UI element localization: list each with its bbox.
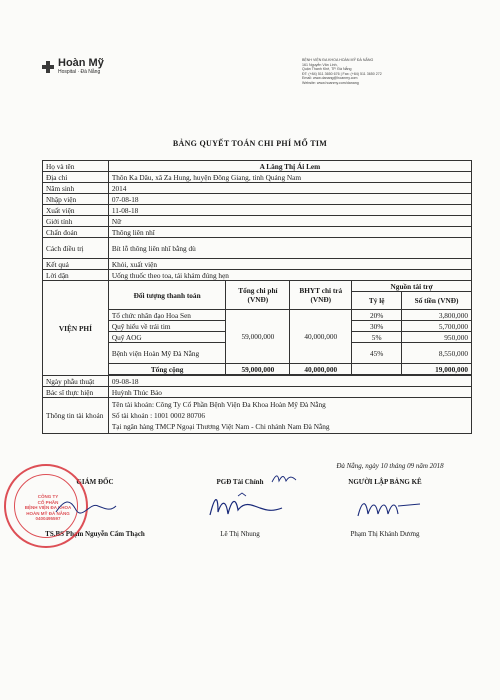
diagnosis: Thông liên nhĩ bbox=[108, 227, 471, 238]
bhyt-paid: 40,000,000 bbox=[290, 310, 352, 364]
payer-name: Tổ chức nhân đạo Hoa Sen bbox=[108, 310, 226, 321]
payer-ratio: 45% bbox=[352, 343, 402, 364]
preparer-role: NGƯỜI LẬP BẢNG KÊ bbox=[348, 478, 422, 486]
patient-name: A Lăng Thị Ái Lem bbox=[108, 161, 471, 172]
payer-ratio: 20% bbox=[352, 310, 402, 321]
preparer-name: Phạm Thị Khánh Dương bbox=[350, 530, 420, 538]
payer-ratio: 5% bbox=[352, 332, 402, 343]
col-bhyt-header: BHYT chi trả (VNĐ) bbox=[290, 281, 352, 310]
label-treatment: Cách điều trị bbox=[43, 238, 109, 259]
advice: Uống thuốc theo toa, tái khám đúng hẹn bbox=[108, 270, 471, 281]
col-ratio-header: Tỷ lệ bbox=[352, 292, 402, 310]
doctor-name: Huỳnh Thúc Bảo bbox=[108, 387, 471, 398]
finance-name: Lê Thị Nhung bbox=[220, 530, 260, 538]
director-role: GIÁM ĐỐC bbox=[76, 478, 114, 486]
account-name: Tên tài khoản: Công Ty Cổ Phần Bệnh Viện Đa Khoa Hoàn Mỹ Đà Nẵng bbox=[111, 400, 326, 409]
address-line: ĐT: (+84) 511 3650 676 | Fax: (+84) 511 3650 272 bbox=[302, 71, 382, 76]
result: Khỏi, xuất viện bbox=[108, 259, 471, 270]
preparer-signature bbox=[350, 494, 430, 524]
address-line: Quận Thanh Khê, TP. Đà Nẵng bbox=[302, 67, 352, 72]
sum-label: Tổng cộng bbox=[108, 364, 226, 375]
seal-line: 0400495597 bbox=[35, 516, 61, 521]
sum-bhyt: 40,000,000 bbox=[290, 364, 352, 375]
label-name: Họ và tên bbox=[43, 161, 109, 172]
patient-address: Thôn Ka Dâu, xã Za Hung, huyện Đông Giang, tỉnh Quảng Nam bbox=[108, 172, 471, 183]
cross-icon bbox=[42, 61, 54, 73]
seal-line: CỔ PHẦN bbox=[37, 499, 59, 505]
finance-role: PGĐ Tài Chính bbox=[216, 478, 264, 486]
treatment: Bít lỗ thông liên nhĩ bằng dù bbox=[108, 238, 471, 259]
total-cost: 59,000,000 bbox=[226, 310, 290, 364]
account-info bbox=[108, 398, 471, 434]
label-address: Địa chỉ bbox=[43, 172, 109, 183]
fees-section-label: VIỆN PHÍ bbox=[43, 281, 109, 376]
label-birth-year: Năm sinh bbox=[43, 183, 109, 194]
discharge-date: 11-08-18 bbox=[108, 205, 471, 216]
date-line: Đà Nẵng, ngày 10 tháng 09 năm 2018 bbox=[336, 462, 444, 470]
payer-name: Bệnh viện Hoàn Mỹ Đà Nẵng bbox=[108, 343, 226, 364]
seal-line: BỆNH VIỆN ĐA KHOA bbox=[24, 505, 72, 510]
birth-year: 2014 bbox=[108, 183, 471, 194]
payer-amount: 5,700,000 bbox=[402, 321, 472, 332]
sum-ratio-empty bbox=[352, 364, 402, 375]
label-advice: Lời dặn bbox=[43, 270, 109, 281]
logo-name: Hoàn Mỹ bbox=[58, 57, 104, 69]
label-admission: Nhập viện bbox=[43, 194, 109, 205]
payer-name: Quỹ hiểu về trái tim bbox=[108, 321, 226, 332]
finance-signature bbox=[200, 490, 290, 525]
account-bank: Tại ngân hàng TMCP Ngoại Thương Việt Nam - Chi nhánh Nam Đà Nẵng bbox=[111, 422, 330, 431]
address-line: 161 Nguyễn Văn Linh, bbox=[302, 62, 338, 67]
seal-line: HOÀN MỸ ĐÀ NẴNG bbox=[26, 510, 70, 516]
payer-amount: 8,550,000 bbox=[402, 343, 472, 364]
col-payer-header: Đối tượng thanh toán bbox=[108, 281, 226, 310]
director-signature bbox=[50, 492, 120, 527]
label-diagnosis: Chẩn đoán bbox=[43, 227, 109, 238]
hospital-logo bbox=[42, 58, 104, 76]
label-account: Thông tin tài khoản bbox=[43, 398, 109, 434]
col-sources-header: Nguồn tài trợ bbox=[352, 281, 472, 292]
seal-line: CÔNG TY bbox=[37, 494, 59, 499]
address-line: Email: www.danang@hoanmy.com bbox=[302, 76, 358, 81]
label-surgery-date: Ngày phẫu thuật bbox=[43, 376, 109, 387]
sum-total-cost: 59,000,000 bbox=[226, 364, 290, 375]
sum-amount: 19,000,000 bbox=[402, 364, 472, 375]
address-line: Website: www.hoanmy.com/danang bbox=[302, 80, 359, 85]
settlement-table bbox=[42, 160, 472, 434]
admission-date: 07-08-18 bbox=[108, 194, 471, 205]
payer-amount: 950,000 bbox=[402, 332, 472, 343]
logo-subtitle: Hospital · Đà Nẵng bbox=[58, 69, 101, 75]
initials-mark bbox=[270, 472, 300, 486]
label-gender: Giới tính bbox=[43, 216, 109, 227]
label-result: Kết quả bbox=[43, 259, 109, 270]
col-total-header: Tổng chi phí (VNĐ) bbox=[226, 281, 290, 310]
payer-name: Quỹ AOG bbox=[108, 332, 226, 343]
label-doctor: Bác sĩ thực hiện bbox=[43, 387, 109, 398]
hospital-address bbox=[302, 58, 462, 86]
payer-ratio: 30% bbox=[352, 321, 402, 332]
director-name: TS.BS Phạm Nguyễn Cẩm Thạch bbox=[45, 530, 145, 538]
document-title: BẢNG QUYẾT TOÁN CHI PHÍ MỔ TIM bbox=[172, 139, 328, 148]
label-discharge: Xuất viện bbox=[43, 205, 109, 216]
col-amount-header: Số tiền (VNĐ) bbox=[402, 292, 472, 310]
gender: Nữ bbox=[108, 216, 471, 227]
surgery-date: 09-08-18 bbox=[108, 376, 471, 387]
payer-amount: 3,800,000 bbox=[402, 310, 472, 321]
account-number: Số tài khoản : 1001 0002 80706 bbox=[111, 411, 206, 420]
address-line: BỆNH VIỆN ĐA KHOA HOÀN MỸ ĐÀ NẴNG bbox=[302, 58, 374, 62]
